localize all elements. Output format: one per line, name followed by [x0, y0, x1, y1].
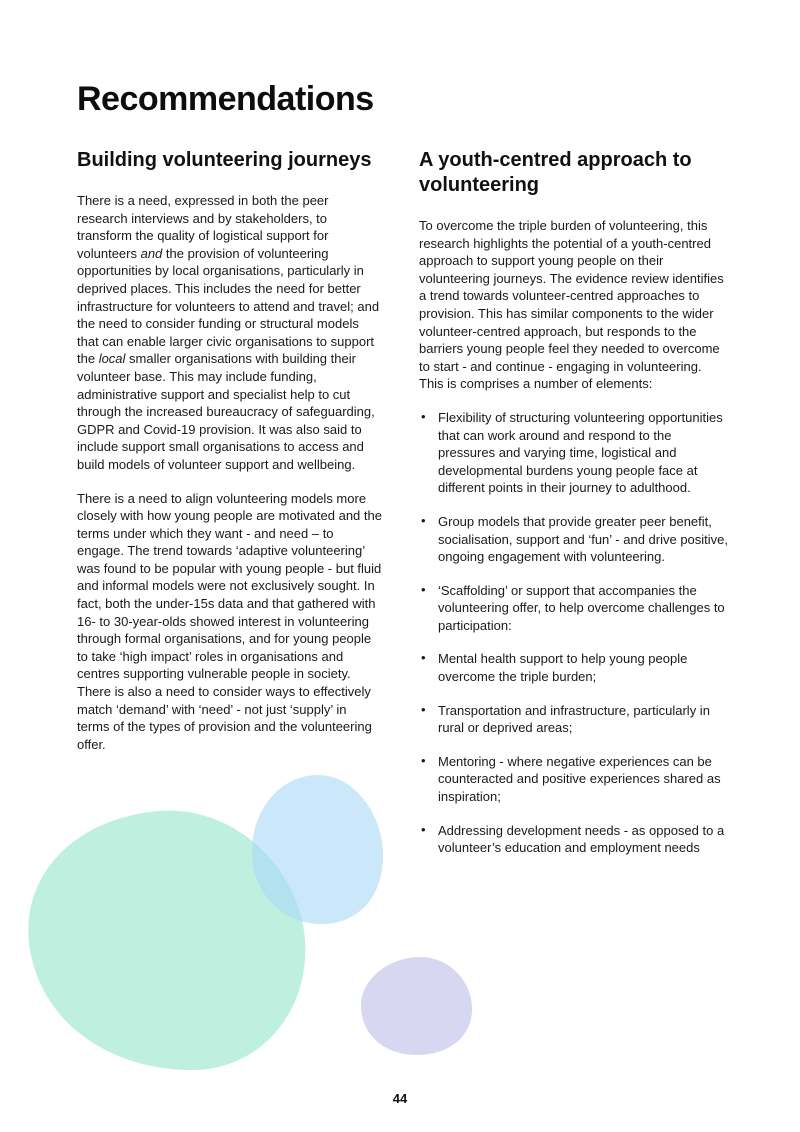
list-item [419, 822, 729, 857]
left-paragraph-2: There is a need to align volunteering models more closely with how young people are motivated and the terms under which they want - and need – to engage. The trend towards ‘adaptive volunteering’ was found to be popular with young people - but fluid and informal models were not exclusively sought. In fact, both the under-15s data and that gathered with 16- to 30-year-olds showed interest in volunteering through formal organisations, and for young people to take ‘high impact’ roles in organisations and centres supporting vulnerable people in society. There is also a need to consider ways to effectively match ‘demand’ with ‘need’ - not just ‘supply’ in terms of the types of provision and the volunteering offer. [77, 490, 382, 752]
list-item [419, 513, 729, 566]
list-item-text: Mental health support to help young people overcome the triple burden; [438, 651, 688, 685]
page-title: Recommendations [77, 80, 374, 118]
list-item-text: Flexibility of structuring volunteering opportunities that can work around and respond to the pressures and varying time, logistical and developmental burdens young people face at different points in their journey to adulthood. [438, 409, 723, 496]
right-column [419, 148, 729, 873]
left-paragraph-1 [77, 192, 382, 474]
bullet-icon: • [421, 821, 426, 837]
bullet-icon: • [421, 512, 426, 528]
bullet-icon: • [421, 408, 426, 424]
left-column [77, 148, 382, 769]
list-item [419, 582, 729, 635]
bullet-icon: • [421, 752, 426, 768]
emphasis-text: and [140, 245, 163, 261]
list-item-text: ‘Scaffolding’ or support that accompanies the volunteering offer, to help overcome challenges to participation: [438, 582, 725, 633]
mint-blob [28, 811, 305, 1070]
lavender-blob [361, 957, 472, 1055]
bullet-icon: • [421, 650, 426, 666]
sky-blob [252, 775, 383, 924]
right-intro: To overcome the triple burden of volunteering, this research highlights the potential of a youth-centred approach to support young people on their volunteering journeys. The evidence review identifies a trend towards volunteer-centred approaches to provision. This has similar components to the wider volunteer-centred approach, but responds to the barriers young people feel they needed to overcome to start - and continue - engaging in volunteering. This is comprises a number of elements: [419, 218, 724, 392]
emphasis-text: local [98, 351, 126, 367]
paragraph-text: There is a need, expressed in both the peer research interviews and by stakeholders, to transform the quality of logistical support for volunteers [77, 193, 329, 261]
list-item-text: Group models that provide greater peer benefit, socialisation, support and ‘fun’ - and drive positive, ongoing engagement with volunteering. [438, 513, 729, 565]
paragraph-text: the provision of volunteering opportunities by local organisations, particularly in deprived places. This includes the need for better infrastructure for volunteers to attend and travel; and the need to consider funding or structural models that can enable larger civic organisations to support the [77, 245, 380, 367]
list-item-text: Mentoring - where negative experiences can be counteracted and positive experiences shared as inspiration; [438, 753, 721, 805]
list-item [419, 409, 729, 497]
paragraph-text: smaller organisations with building their volunteer base. This may include funding, administrative support and specialist help to cut through the increased bureaucracy of safeguarding, GDPR and Covid-19 provision. It was also said to include support small organisations to access and build models of volunteer support and wellbeing. [77, 351, 375, 472]
page-number: 44 [392, 1091, 408, 1106]
bullet-icon: • [421, 581, 426, 597]
right-heading: A youth-centred approach to volunteering [419, 149, 692, 196]
list-item [419, 650, 729, 685]
list-item-text: Addressing development needs - as opposed to a volunteer’s education and employment needs [438, 822, 725, 856]
elements-list [419, 409, 729, 857]
list-item [419, 702, 729, 737]
bullet-icon: • [421, 701, 426, 717]
left-heading: Building volunteering journeys [77, 149, 372, 171]
list-item-text: Transportation and infrastructure, particularly in rural or deprived areas; [438, 702, 710, 736]
list-item [419, 753, 729, 806]
